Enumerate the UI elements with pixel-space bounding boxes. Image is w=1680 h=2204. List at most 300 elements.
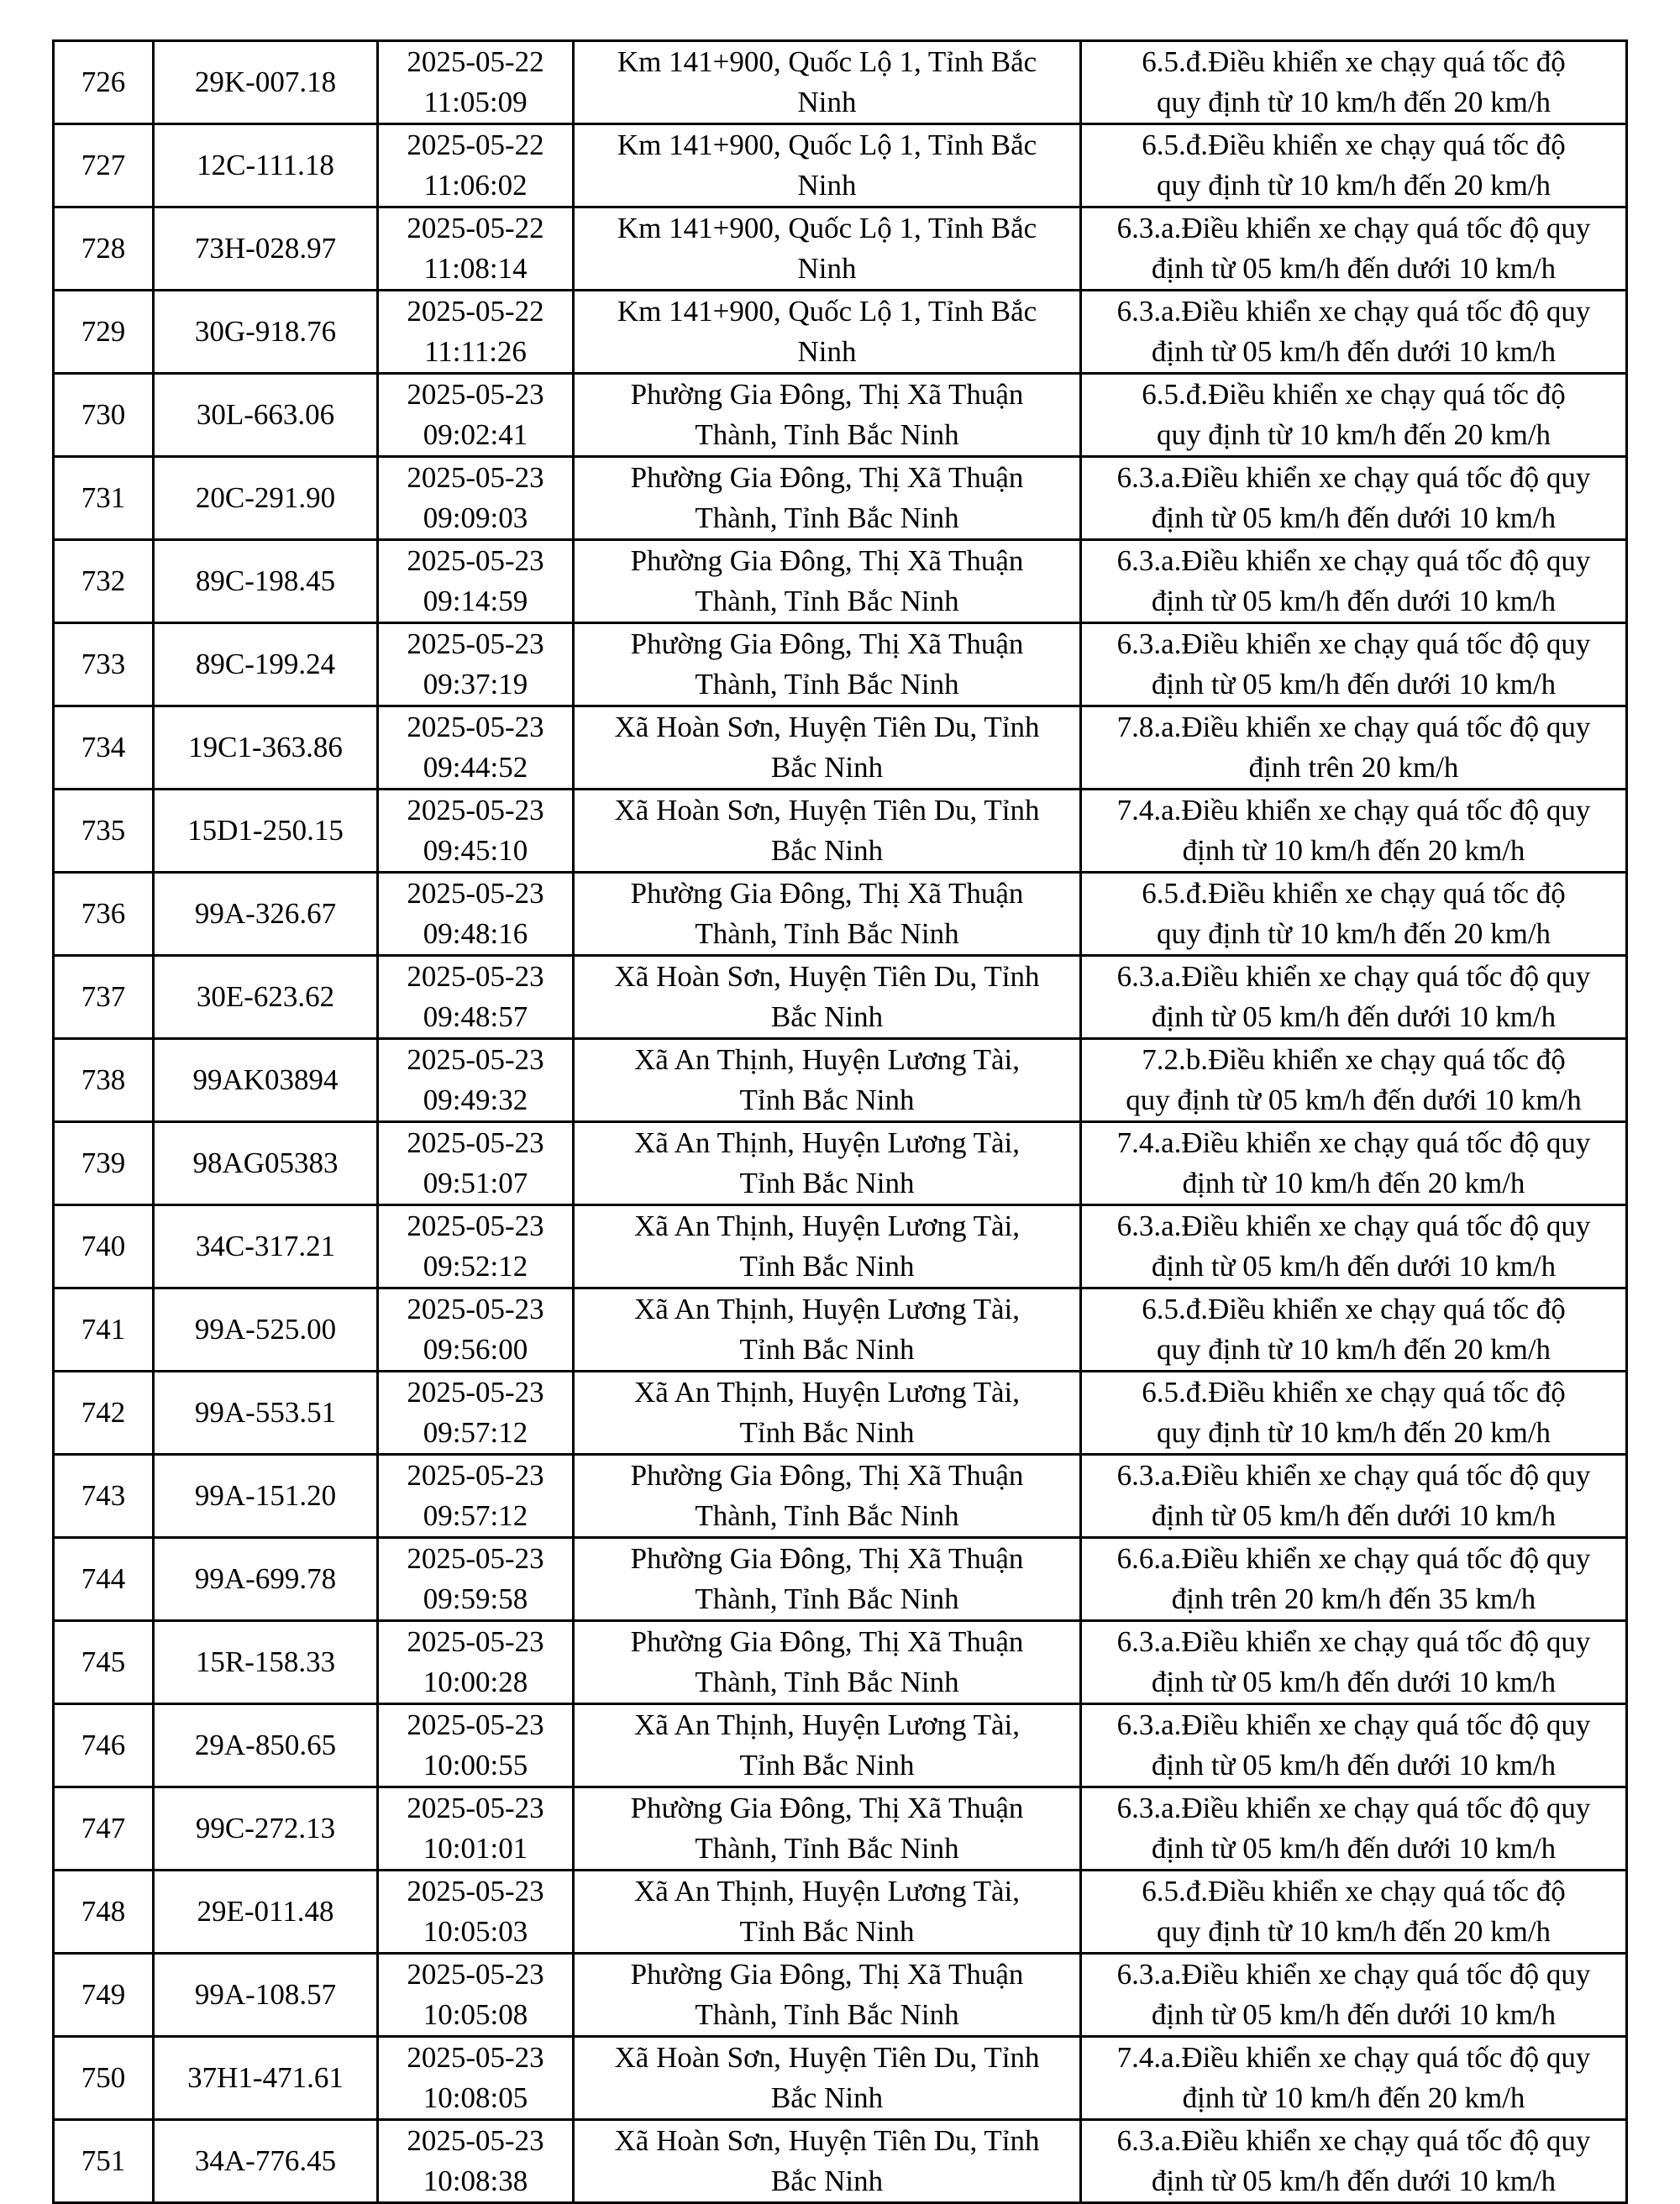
row-number-cell (54, 1621, 154, 1704)
violation-date: 2025-05-23 (407, 1126, 544, 1159)
violation-line-2: quy định từ 05 km/h đến dưới 10 km/h (1126, 1084, 1582, 1116)
row-number: 737 (81, 980, 126, 1013)
location-line-1: Phường Gia Đông, Thị Xã Thuận (630, 877, 1024, 910)
license-plate-cell (154, 1122, 378, 1205)
violation-line-1: 6.3.a.Điều khiển xe chạy quá tốc độ quy (1116, 1459, 1591, 1492)
violation-line-1: 6.3.a.Điều khiển xe chạy quá tốc độ quy (1116, 1210, 1591, 1242)
timestamp-cell (378, 1954, 574, 2037)
violation-cell (1081, 2037, 1627, 2120)
violation-line-1: 6.3.a.Điều khiển xe chạy quá tốc độ quy (1116, 295, 1591, 328)
violation-date: 2025-05-22 (407, 45, 544, 78)
row-number: 738 (81, 1063, 126, 1096)
violation-line-2: định trên 20 km/h đến 35 km/h (1171, 1582, 1536, 1615)
violation-date: 2025-05-23 (407, 461, 544, 494)
location-line-2: Tỉnh Bắc Ninh (739, 1749, 915, 1782)
violation-line-1: 6.5.đ.Điều khiển xe chạy quá tốc độ (1142, 45, 1566, 78)
row-number-cell (54, 623, 154, 706)
violation-cell (1081, 1039, 1627, 1122)
location-line-2: Tỉnh Bắc Ninh (739, 1333, 915, 1366)
license-plate-cell (154, 1372, 378, 1455)
violation-line-1: 6.3.a.Điều khiển xe chạy quá tốc độ quy (1116, 960, 1591, 993)
violation-line-2: định từ 05 km/h đến dưới 10 km/h (1151, 252, 1557, 285)
license-plate: 30L-663.06 (196, 398, 335, 431)
violation-time: 09:56:00 (423, 1333, 528, 1366)
location-cell (574, 2037, 1081, 2120)
location-line-2: Ninh (797, 169, 857, 202)
location-line-1: Xã An Thịnh, Huyện Lương Tài, (633, 1293, 1021, 1325)
row-number: 730 (81, 398, 126, 431)
table-row (54, 706, 1627, 790)
timestamp-cell (378, 1621, 574, 1704)
license-plate: 34C-317.21 (195, 1230, 336, 1262)
row-number-cell (54, 457, 154, 540)
location-cell (574, 873, 1081, 956)
table-row (54, 291, 1627, 374)
row-number: 749 (81, 1978, 126, 2011)
license-plate: 19C1-363.86 (188, 731, 343, 764)
location-line-2: Thành, Tỉnh Bắc Ninh (695, 668, 959, 701)
violation-time: 09:57:12 (423, 1416, 528, 1449)
timestamp-cell (378, 1538, 574, 1621)
location-cell (574, 1871, 1081, 1954)
row-number-cell (54, 540, 154, 623)
timestamp-cell (378, 873, 574, 956)
violation-cell (1081, 291, 1627, 374)
row-number: 745 (81, 1645, 126, 1678)
violation-cell (1081, 1871, 1627, 1954)
violation-line-1: 6.3.a.Điều khiển xe chạy quá tốc độ quy (1116, 627, 1591, 660)
timestamp-cell (378, 706, 574, 790)
violation-date: 2025-05-22 (407, 295, 544, 328)
location-line-1: Xã An Thịnh, Huyện Lương Tài, (633, 1875, 1021, 1908)
violation-cell (1081, 1954, 1627, 2037)
license-plate: 34A-776.45 (194, 2144, 337, 2177)
location-cell (574, 124, 1081, 207)
table-row (54, 1372, 1627, 1455)
license-plate: 89C-199.24 (195, 648, 336, 680)
violation-cell (1081, 1205, 1627, 1288)
row-number: 729 (81, 315, 126, 348)
table-row (54, 1122, 1627, 1205)
location-cell (574, 1787, 1081, 1871)
violation-date: 2025-05-23 (407, 627, 544, 660)
timestamp-cell (378, 1704, 574, 1787)
table-row (54, 457, 1627, 540)
row-number-cell (54, 2037, 154, 2120)
timestamp-cell (378, 457, 574, 540)
location-line-1: Xã Hoàn Sơn, Huyện Tiên Du, Tỉnh (614, 2124, 1040, 2157)
violation-cell (1081, 1704, 1627, 1787)
violation-date: 2025-05-23 (407, 1293, 544, 1325)
location-line-2: Thành, Tỉnh Bắc Ninh (695, 1582, 959, 1615)
location-line-1: Xã Hoàn Sơn, Huyện Tiên Du, Tỉnh (614, 794, 1040, 826)
violation-cell (1081, 124, 1627, 207)
timestamp-cell (378, 1455, 574, 1538)
license-plate-cell (154, 1288, 378, 1372)
location-line-1: Phường Gia Đông, Thị Xã Thuận (630, 1459, 1024, 1492)
violation-time: 09:09:03 (423, 501, 528, 534)
violation-line-2: định từ 05 km/h đến dưới 10 km/h (1151, 2165, 1557, 2197)
violation-line-2: quy định từ 10 km/h đến 20 km/h (1156, 1333, 1551, 1366)
violation-cell (1081, 623, 1627, 706)
violation-time: 10:05:03 (423, 1915, 528, 1948)
table-row (54, 207, 1627, 291)
violation-time: 09:44:52 (423, 751, 528, 784)
violation-time: 11:06:02 (423, 169, 528, 202)
violation-line-1: 6.3.a.Điều khiển xe chạy quá tốc độ quy (1116, 2124, 1591, 2157)
timestamp-cell (378, 291, 574, 374)
violation-line-2: quy định từ 10 km/h đến 20 km/h (1156, 1416, 1551, 1449)
location-line-1: Xã An Thịnh, Huyện Lương Tài, (633, 1126, 1021, 1159)
license-plate: 30G-918.76 (194, 315, 337, 348)
location-line-1: Xã Hoàn Sơn, Huyện Tiên Du, Tỉnh (614, 2041, 1040, 2074)
violation-date: 2025-05-23 (407, 711, 544, 743)
violation-line-2: định từ 05 km/h đến dưới 10 km/h (1151, 668, 1557, 701)
row-number: 742 (81, 1396, 126, 1429)
violation-cell (1081, 2120, 1627, 2203)
violation-time: 09:48:16 (423, 917, 528, 950)
row-number-cell (54, 41, 154, 124)
violation-line-2: định từ 05 km/h đến dưới 10 km/h (1151, 1250, 1557, 1283)
violation-cell (1081, 706, 1627, 790)
location-line-1: Xã An Thịnh, Huyện Lương Tài, (633, 1210, 1021, 1242)
location-cell (574, 2120, 1081, 2203)
violation-date: 2025-05-23 (407, 1376, 544, 1409)
row-number-cell (54, 1871, 154, 1954)
license-plate: 15R-158.33 (195, 1645, 336, 1678)
violation-line-1: 7.2.b.Điều khiển xe chạy quá tốc độ (1142, 1043, 1566, 1076)
row-number: 736 (81, 897, 126, 930)
violation-date: 2025-05-23 (407, 960, 544, 993)
location-cell (574, 1621, 1081, 1704)
violation-date: 2025-05-23 (407, 1875, 544, 1908)
table-row (54, 2120, 1627, 2203)
license-plate-cell (154, 1704, 378, 1787)
violation-date: 2025-05-23 (407, 1043, 544, 1076)
license-plate: 98AG05383 (192, 1147, 339, 1179)
location-line-1: Phường Gia Đông, Thị Xã Thuận (630, 627, 1024, 660)
violation-line-1: 6.3.a.Điều khiển xe chạy quá tốc độ quy (1116, 544, 1591, 577)
timestamp-cell (378, 124, 574, 207)
violation-cell (1081, 1288, 1627, 1372)
row-number: 735 (81, 814, 126, 847)
row-number: 748 (81, 1895, 126, 1928)
license-plate-cell (154, 457, 378, 540)
location-line-2: Bắc Ninh (770, 2081, 884, 2114)
license-plate: 15D1-250.15 (187, 814, 344, 847)
location-cell (574, 1205, 1081, 1288)
location-line-1: Phường Gia Đông, Thị Xã Thuận (630, 378, 1024, 411)
violation-line-1: 7.4.a.Điều khiển xe chạy quá tốc độ quy (1116, 1126, 1591, 1159)
table-row (54, 1871, 1627, 1954)
table-row (54, 1704, 1627, 1787)
row-number: 728 (81, 232, 126, 265)
violation-date: 2025-05-23 (407, 1958, 544, 1991)
location-cell (574, 374, 1081, 457)
license-plate-cell (154, 873, 378, 956)
license-plate-cell (154, 706, 378, 790)
violation-line-1: 6.5.đ.Điều khiển xe chạy quá tốc độ (1142, 129, 1566, 161)
location-cell (574, 623, 1081, 706)
row-number-cell (54, 291, 154, 374)
violation-time: 11:05:09 (423, 86, 528, 118)
violation-time: 10:05:08 (423, 1998, 528, 2031)
violation-line-1: 7.4.a.Điều khiển xe chạy quá tốc độ quy (1116, 794, 1591, 826)
license-plate-cell (154, 124, 378, 207)
location-line-1: Km 141+900, Quốc Lộ 1, Tỉnh Bắc (617, 45, 1037, 78)
violation-date: 2025-05-23 (407, 1708, 544, 1741)
row-number: 750 (81, 2061, 126, 2094)
table-row (54, 956, 1627, 1039)
row-number: 741 (81, 1313, 126, 1346)
location-line-2: Ninh (797, 86, 857, 118)
table-row (54, 873, 1627, 956)
violation-date: 2025-05-22 (407, 129, 544, 161)
violation-cell (1081, 1621, 1627, 1704)
row-number: 734 (81, 731, 126, 764)
violation-line-2: định từ 10 km/h đến 20 km/h (1182, 834, 1525, 867)
violation-line-2: định từ 05 km/h đến dưới 10 km/h (1151, 1666, 1557, 1698)
violation-line-1: 6.5.đ.Điều khiển xe chạy quá tốc độ (1142, 1875, 1566, 1908)
table-row (54, 374, 1627, 457)
location-line-1: Xã Hoàn Sơn, Huyện Tiên Du, Tỉnh (614, 711, 1040, 743)
location-cell (574, 291, 1081, 374)
row-number-cell (54, 124, 154, 207)
license-plate: 30E-623.62 (196, 980, 335, 1013)
location-line-1: Km 141+900, Quốc Lộ 1, Tỉnh Bắc (617, 295, 1037, 328)
location-line-1: Xã Hoàn Sơn, Huyện Tiên Du, Tỉnh (614, 960, 1040, 993)
license-plate: 99AK03894 (192, 1063, 339, 1096)
license-plate: 99A-151.20 (194, 1479, 337, 1512)
row-number-cell (54, 790, 154, 873)
row-number: 731 (81, 481, 126, 514)
table-row (54, 1538, 1627, 1621)
timestamp-cell (378, 1787, 574, 1871)
location-line-2: Tỉnh Bắc Ninh (739, 1084, 915, 1116)
timestamp-cell (378, 1288, 574, 1372)
violation-cell (1081, 790, 1627, 873)
location-cell (574, 41, 1081, 124)
table-row (54, 540, 1627, 623)
violation-cell (1081, 374, 1627, 457)
license-plate-cell (154, 1871, 378, 1954)
violation-line-2: định từ 05 km/h đến dưới 10 km/h (1151, 1000, 1557, 1033)
location-line-2: Tỉnh Bắc Ninh (739, 1416, 915, 1449)
location-line-1: Phường Gia Đông, Thị Xã Thuận (630, 461, 1024, 494)
license-plate-cell (154, 1039, 378, 1122)
location-line-2: Tỉnh Bắc Ninh (739, 1167, 915, 1199)
license-plate-cell (154, 207, 378, 291)
violation-date: 2025-05-23 (407, 544, 544, 577)
violation-date: 2025-05-23 (407, 1210, 544, 1242)
license-plate: 99A-525.00 (194, 1313, 337, 1346)
timestamp-cell (378, 1122, 574, 1205)
location-cell (574, 956, 1081, 1039)
violation-time: 11:08:14 (423, 252, 528, 285)
timestamp-cell (378, 1871, 574, 1954)
location-cell (574, 540, 1081, 623)
violation-line-2: quy định từ 10 km/h đến 20 km/h (1156, 418, 1551, 451)
location-cell (574, 1288, 1081, 1372)
violation-time: 09:49:32 (423, 1084, 528, 1116)
violation-date: 2025-05-23 (407, 1542, 544, 1575)
license-plate-cell (154, 374, 378, 457)
license-plate-cell (154, 1455, 378, 1538)
license-plate-cell (154, 1787, 378, 1871)
location-line-2: Thành, Tỉnh Bắc Ninh (695, 501, 959, 534)
row-number-cell (54, 1954, 154, 2037)
timestamp-cell (378, 1039, 574, 1122)
row-number-cell (54, 1288, 154, 1372)
violation-cell (1081, 207, 1627, 291)
location-line-2: Ninh (797, 335, 857, 368)
table-row (54, 1288, 1627, 1372)
row-number: 727 (81, 149, 126, 181)
violation-line-1: 6.3.a.Điều khiển xe chạy quá tốc độ quy (1116, 461, 1591, 494)
row-number: 746 (81, 1729, 126, 1761)
violation-time: 10:00:55 (423, 1749, 528, 1782)
location-cell (574, 1538, 1081, 1621)
violation-line-1: 6.6.a.Điều khiển xe chạy quá tốc độ quy (1116, 1542, 1591, 1575)
timestamp-cell (378, 207, 574, 291)
violation-line-1: 7.4.a.Điều khiển xe chạy quá tốc độ quy (1116, 2041, 1591, 2074)
violation-time: 09:51:07 (423, 1167, 528, 1199)
violation-line-2: quy định từ 10 km/h đến 20 km/h (1156, 1915, 1551, 1948)
violation-time: 09:02:41 (423, 418, 528, 451)
location-cell (574, 1704, 1081, 1787)
table-row (54, 124, 1627, 207)
license-plate-cell (154, 1954, 378, 2037)
location-line-1: Phường Gia Đông, Thị Xã Thuận (630, 544, 1024, 577)
location-line-2: Bắc Ninh (770, 1000, 884, 1033)
violation-cell (1081, 41, 1627, 124)
license-plate: 73H-028.97 (194, 232, 337, 265)
location-line-2: Thành, Tỉnh Bắc Ninh (695, 1998, 959, 2031)
location-line-1: Phường Gia Đông, Thị Xã Thuận (630, 1958, 1024, 1991)
location-line-2: Bắc Ninh (770, 751, 884, 784)
violation-cell (1081, 1787, 1627, 1871)
violation-line-2: định từ 05 km/h đến dưới 10 km/h (1151, 1749, 1557, 1782)
table-row (54, 41, 1627, 124)
violation-line-1: 6.5.đ.Điều khiển xe chạy quá tốc độ (1142, 1376, 1566, 1409)
license-plate: 99A-326.67 (194, 897, 337, 930)
location-line-2: Tỉnh Bắc Ninh (739, 1250, 915, 1283)
violation-line-2: định từ 05 km/h đến dưới 10 km/h (1151, 501, 1557, 534)
violation-time: 09:48:57 (423, 1000, 528, 1033)
row-number: 740 (81, 1230, 126, 1262)
violation-cell (1081, 1538, 1627, 1621)
location-line-2: Thành, Tỉnh Bắc Ninh (695, 418, 959, 451)
location-cell (574, 1455, 1081, 1538)
violation-time: 09:45:10 (423, 834, 528, 867)
violations-table-body (54, 41, 1627, 2203)
row-number-cell (54, 1205, 154, 1288)
location-line-1: Xã An Thịnh, Huyện Lương Tài, (633, 1708, 1021, 1741)
timestamp-cell (378, 956, 574, 1039)
location-line-2: Thành, Tỉnh Bắc Ninh (695, 1499, 959, 1532)
violation-line-2: định từ 10 km/h đến 20 km/h (1182, 2081, 1525, 2114)
violation-line-1: 6.5.đ.Điều khiển xe chạy quá tốc độ (1142, 1293, 1566, 1325)
violation-time: 10:08:38 (423, 2165, 528, 2197)
violation-cell (1081, 873, 1627, 956)
row-number-cell (54, 706, 154, 790)
location-line-1: Xã An Thịnh, Huyện Lương Tài, (633, 1043, 1021, 1076)
location-cell (574, 1039, 1081, 1122)
location-line-1: Phường Gia Đông, Thị Xã Thuận (630, 1625, 1024, 1658)
row-number-cell (54, 374, 154, 457)
violations-table (52, 39, 1628, 2204)
violation-line-2: định từ 10 km/h đến 20 km/h (1182, 1167, 1525, 1199)
row-number-cell (54, 1122, 154, 1205)
location-cell (574, 1122, 1081, 1205)
violation-line-1: 6.3.a.Điều khiển xe chạy quá tốc độ quy (1116, 212, 1591, 244)
violation-line-1: 6.5.đ.Điều khiển xe chạy quá tốc độ (1142, 877, 1566, 910)
violation-cell (1081, 1372, 1627, 1455)
violation-line-2: quy định từ 10 km/h đến 20 km/h (1156, 917, 1551, 950)
violation-line-1: 6.3.a.Điều khiển xe chạy quá tốc độ quy (1116, 1708, 1591, 1741)
table-row (54, 790, 1627, 873)
location-line-2: Tỉnh Bắc Ninh (739, 1915, 915, 1948)
violation-date: 2025-05-23 (407, 378, 544, 411)
location-line-2: Thành, Tỉnh Bắc Ninh (695, 1666, 959, 1698)
license-plate: 99A-553.51 (194, 1396, 337, 1429)
license-plate-cell (154, 956, 378, 1039)
license-plate: 99C-272.13 (195, 1812, 336, 1845)
violation-line-2: định từ 05 km/h đến dưới 10 km/h (1151, 1998, 1557, 2031)
violation-date: 2025-05-23 (407, 794, 544, 826)
violation-date: 2025-05-23 (407, 2041, 544, 2074)
license-plate-cell (154, 41, 378, 124)
license-plate-cell (154, 291, 378, 374)
violation-cell (1081, 457, 1627, 540)
location-line-1: Phường Gia Đông, Thị Xã Thuận (630, 1792, 1024, 1824)
row-number-cell (54, 1704, 154, 1787)
location-cell (574, 1372, 1081, 1455)
violation-cell (1081, 956, 1627, 1039)
location-cell (574, 207, 1081, 291)
license-plate: 99A-108.57 (194, 1978, 337, 2011)
violation-line-2: quy định từ 10 km/h đến 20 km/h (1156, 86, 1551, 118)
row-number: 732 (81, 564, 126, 597)
location-line-1: Xã An Thịnh, Huyện Lương Tài, (633, 1376, 1021, 1409)
timestamp-cell (378, 1372, 574, 1455)
license-plate: 12C-111.18 (197, 149, 334, 181)
table-row (54, 2037, 1627, 2120)
violation-line-2: định từ 05 km/h đến dưới 10 km/h (1151, 1832, 1557, 1865)
violation-line-1: 7.8.a.Điều khiển xe chạy quá tốc độ quy (1116, 711, 1591, 743)
table-row (54, 1205, 1627, 1288)
violation-cell (1081, 1122, 1627, 1205)
violation-line-1: 6.5.đ.Điều khiển xe chạy quá tốc độ (1142, 378, 1566, 411)
violation-line-1: 6.3.a.Điều khiển xe chạy quá tốc độ quy (1116, 1958, 1591, 1991)
violation-time: 10:01:01 (423, 1832, 528, 1865)
row-number-cell (54, 956, 154, 1039)
violation-time: 09:37:19 (423, 668, 528, 701)
license-plate: 89C-198.45 (195, 564, 336, 597)
row-number-cell (54, 1455, 154, 1538)
license-plate-cell (154, 2120, 378, 2203)
violation-line-2: định từ 05 km/h đến dưới 10 km/h (1151, 585, 1557, 617)
location-line-2: Thành, Tỉnh Bắc Ninh (695, 917, 959, 950)
license-plate-cell (154, 623, 378, 706)
row-number-cell (54, 2120, 154, 2203)
license-plate: 29A-850.65 (194, 1729, 337, 1761)
license-plate: 29E-011.48 (197, 1895, 334, 1928)
location-cell (574, 706, 1081, 790)
location-cell (574, 457, 1081, 540)
license-plate-cell (154, 1621, 378, 1704)
row-number-cell (54, 1787, 154, 1871)
